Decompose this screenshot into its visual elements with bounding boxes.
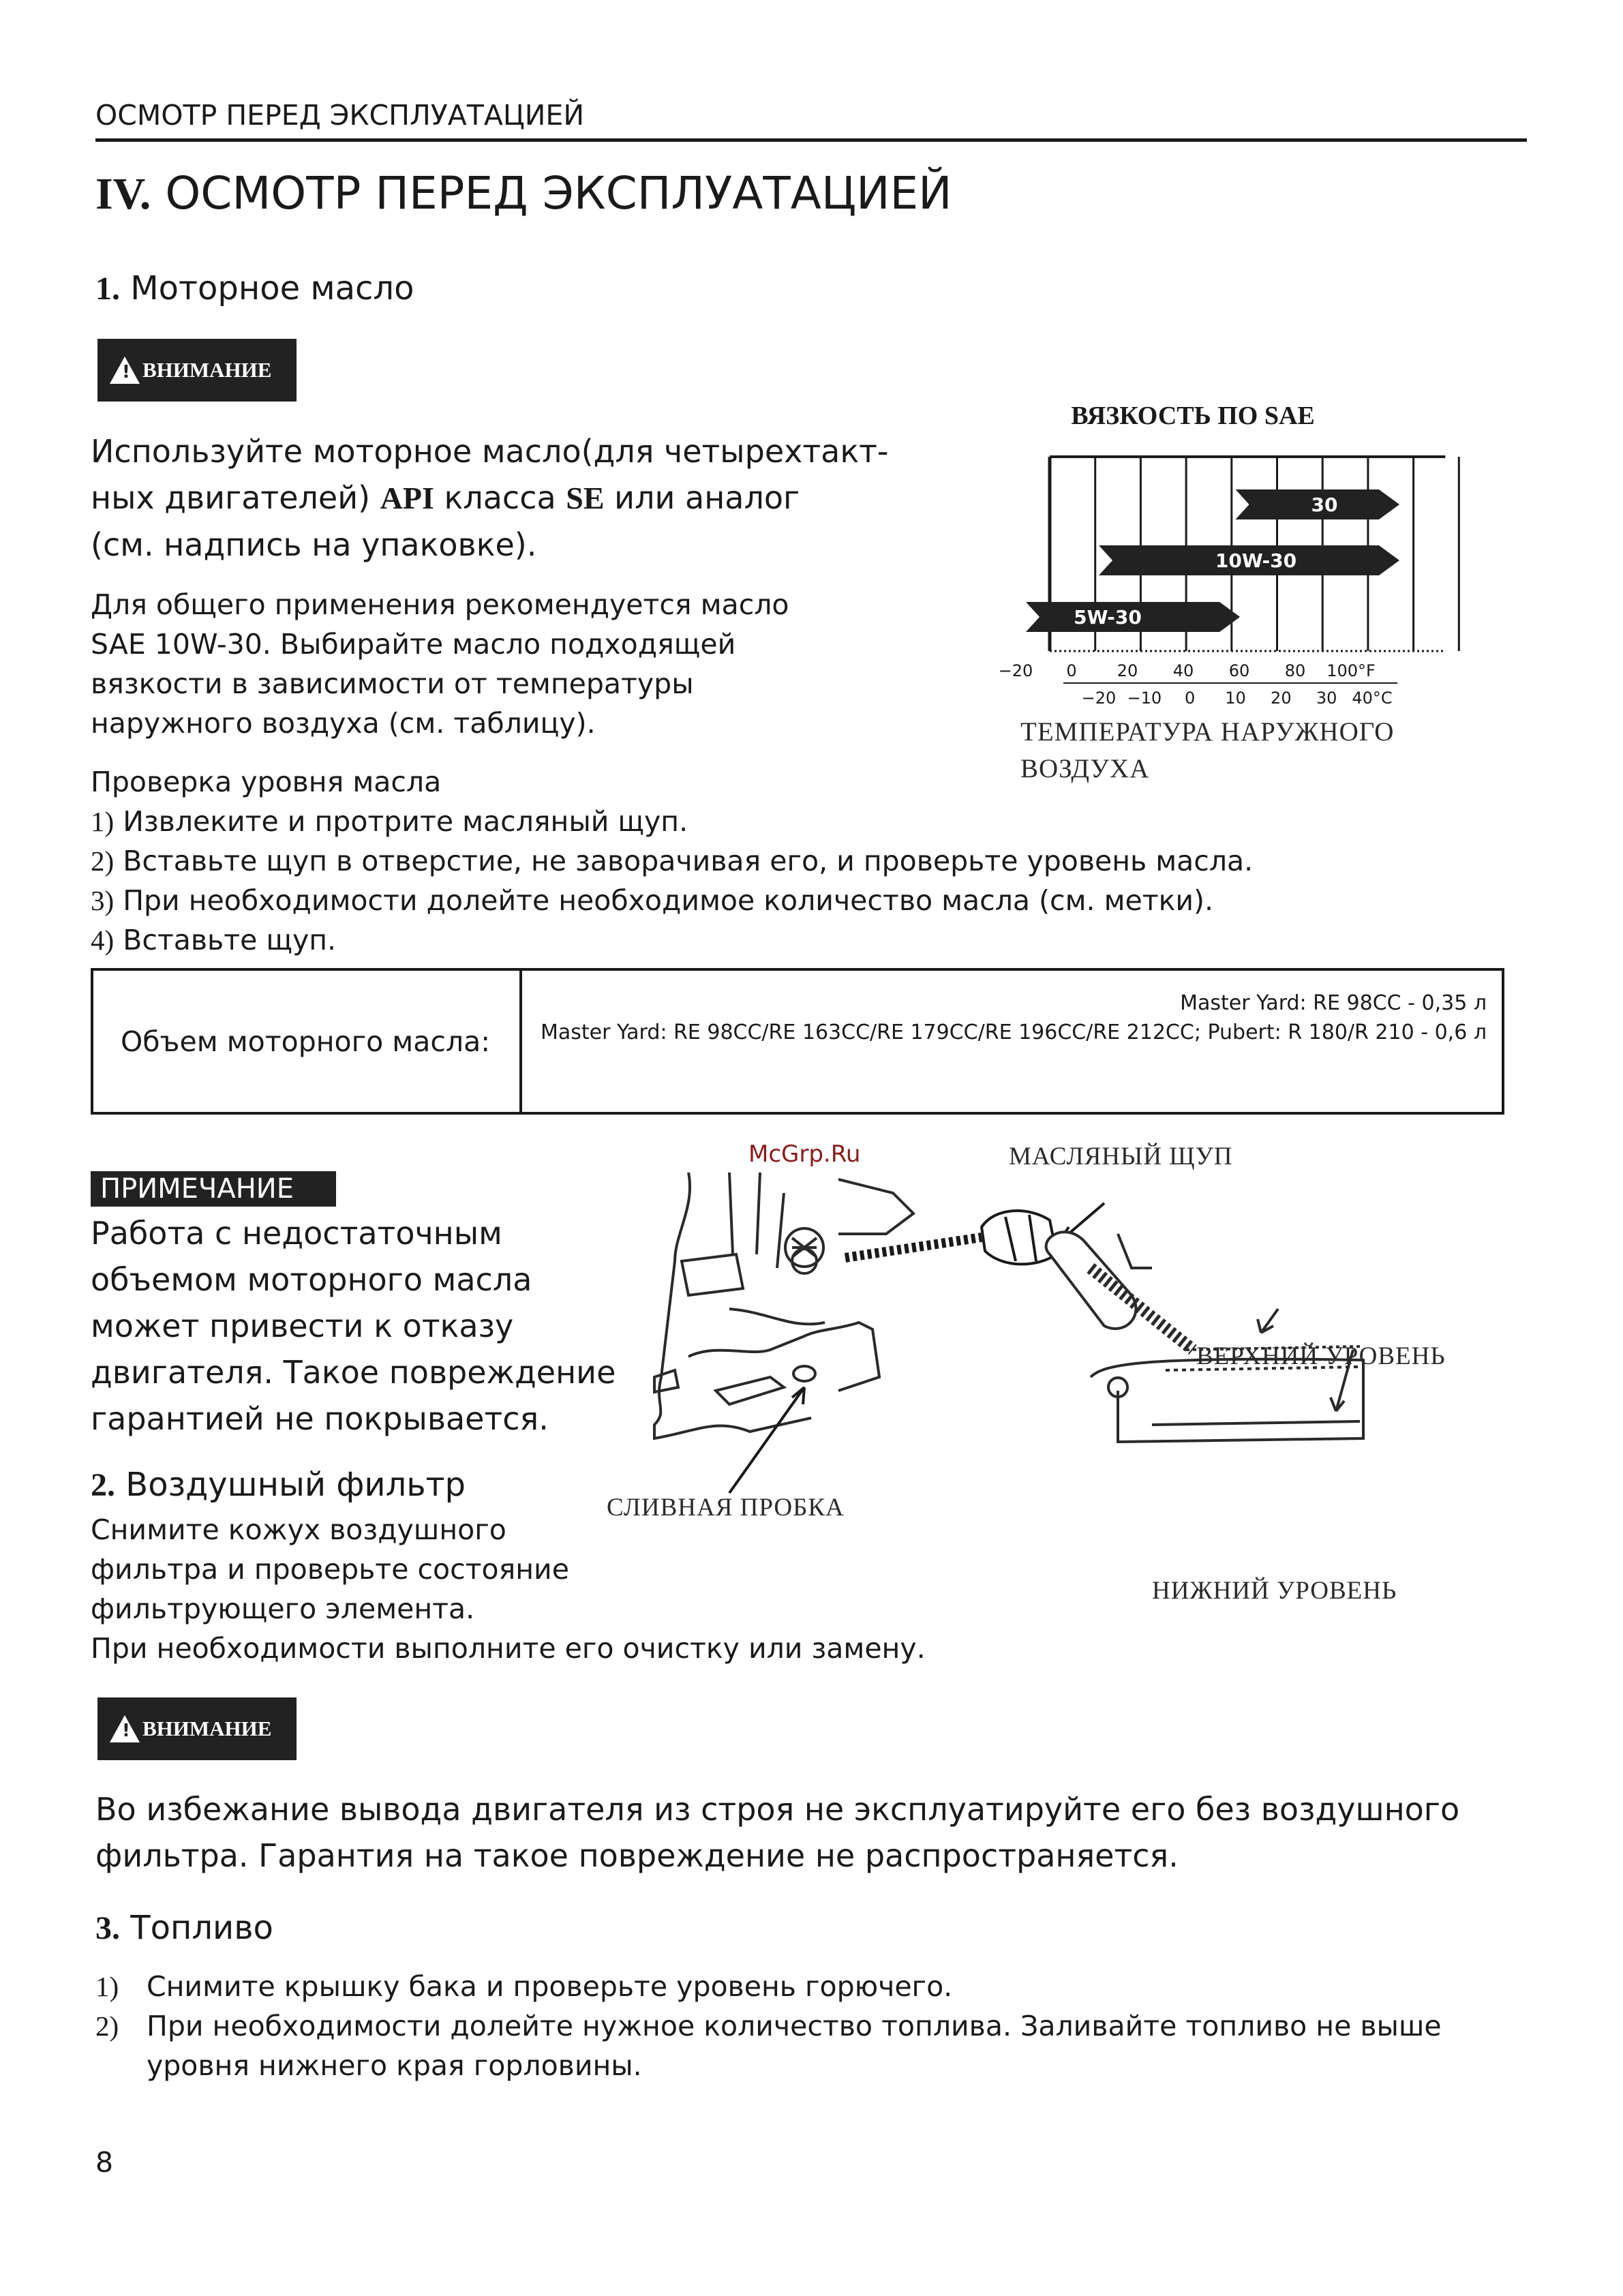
air-filter-line: При необходимости выполните его очистку или замену. [91, 1632, 926, 1665]
note-line: может привести к отказу [91, 1308, 514, 1344]
air-filter-line: фильтрующего элемента. [91, 1592, 475, 1625]
oil-volume-value-2: Master Yard: RE 98CC/RE 163CC/RE 179CC/RE 196CC/RE 212CC; Pubert: R 180/R 210 - 0,6 л [540, 1021, 1487, 1044]
viscosity-bar-label: 30 [1311, 494, 1338, 516]
oil-general-paragraph [91, 585, 977, 743]
section-3-title [95, 1909, 273, 1947]
step-number: 2) [95, 2010, 119, 2042]
oil-warning-line-2 [91, 474, 1011, 522]
section-1-title [95, 269, 414, 307]
para-line-1: Для общего применения рекомендуется масло [91, 588, 789, 621]
fahrenheit-tick: −20 [998, 661, 1033, 680]
step-text: Вставьте щуп в отверстие, не заворачивая его, и проверьте уровень масла. [114, 845, 1254, 877]
fuel-step-1 [95, 1967, 1442, 2006]
step-number: 2) [91, 845, 115, 877]
check-step-2 [91, 841, 1253, 881]
upper-level-label: ВЕРХНИЙ УРОВЕНЬ [1196, 1342, 1446, 1370]
watermark: McGrp.Ru [748, 1141, 861, 1168]
step-number: 4) [91, 924, 115, 956]
oil-warning-line-1: Используйте моторное масло(для четырехтакт- [91, 433, 889, 470]
warning-badge-2 [97, 1697, 297, 1760]
oil-warning-line-3: (см. надпись на упаковке). [91, 526, 537, 563]
viscosity-bar-label: 10W-30 [1215, 549, 1297, 572]
section-1-number: 1. [95, 271, 120, 307]
celsius-tick: 10 [1225, 689, 1246, 708]
fuel-steps [95, 1967, 1442, 2085]
air-filter-line: фильтра и проверьте состояние [91, 1553, 569, 1586]
oil-warning-line-2-c: класса [434, 479, 566, 516]
oil-warning-text [91, 428, 1011, 568]
note-line: объемом моторного масла [91, 1261, 532, 1298]
viscosity-bar-label: 5W-30 [1074, 606, 1142, 629]
section-2-label: Воздушный фильтр [125, 1466, 466, 1504]
se-label: SE [566, 481, 605, 515]
step-number [95, 2046, 147, 2085]
air-filter-text [91, 1510, 926, 1668]
para-line-3: вязкости в зависимости от температуры [91, 667, 694, 700]
warning-label-2: ВНИМАНИЕ [142, 1717, 272, 1740]
para-line-4: наружного воздуха (см. таблицу). [91, 707, 596, 740]
page-title [95, 167, 952, 220]
celsius-tick: 0 [1185, 689, 1196, 708]
para-line-2: SAE 10W-30. Выбирайте масло подходящей [91, 628, 736, 661]
warning-icon: ! [110, 1715, 140, 1742]
celsius-tick: 30 [1316, 689, 1337, 708]
oil-level-inset [1046, 1232, 1363, 1442]
oil-warning-line-2-a: ных двигателей) [91, 479, 380, 516]
section-1-label: Моторное масло [130, 269, 414, 307]
title-numeral: IV. [95, 169, 151, 219]
oil-volume-label: Объем моторного масла: [121, 1025, 491, 1058]
note-line: двигателя. Такое повреждение [91, 1354, 616, 1391]
step-number: 1) [91, 806, 115, 837]
fahrenheit-tick: 0 [1066, 661, 1077, 680]
section-2-title [91, 1466, 466, 1504]
warning-label-1: ВНИМАНИЕ [142, 358, 272, 382]
check-title: Проверка уровня масла [91, 766, 442, 798]
air-filter-warning [95, 1786, 1459, 1879]
celsius-tick: 40°C [1352, 689, 1393, 708]
running-header: ОСМОТР ПЕРЕД ЭКСПЛУАТАЦИЕЙ [95, 99, 584, 132]
engine-block-drawing [654, 1173, 913, 1438]
air-filter-warning-line: Во избежание вывода двигателя из строя не эксплуатируйте его без воздушного [95, 1791, 1460, 1828]
check-step-3 [91, 881, 1253, 920]
step-text: Вставьте щуп. [114, 924, 337, 956]
fahrenheit-tick: 100°F [1326, 661, 1376, 680]
fahrenheit-tick: 80 [1284, 661, 1306, 680]
step-text: уровня нижнего края горловины. [147, 2049, 642, 2082]
oil-volume-table [91, 968, 1504, 1115]
celsius-tick: −20 [1081, 689, 1117, 708]
air-filter-warning-line: фильтра. Гарантия на такое повреждение не распространяется. [95, 1837, 1179, 1874]
fahrenheit-tick: 40 [1172, 661, 1194, 680]
step-number: 3) [91, 885, 115, 916]
dipstick-label: МАСЛЯНЫЙ ЩУП [1009, 1143, 1233, 1170]
celsius-ticks [1063, 683, 1397, 708]
note-badge: ПРИМЕЧАНИЕ [91, 1171, 336, 1207]
step-text: Снимите крышку бака и проверьте уровень горючего. [147, 1970, 953, 2003]
check-step-1 [91, 802, 1253, 841]
check-steps [91, 802, 1253, 960]
section-3-label: Топливо [130, 1909, 273, 1947]
fahrenheit-tick: 20 [1117, 661, 1138, 680]
fuel-step-2 [95, 2006, 1442, 2046]
oil-volume-value-1: Master Yard: RE 98CC - 0,35 л [1180, 991, 1487, 1015]
celsius-tick: −10 [1127, 689, 1162, 708]
fahrenheit-ticks [999, 661, 1376, 680]
fuel-step-2-cont [95, 2046, 1442, 2085]
api-label: API [380, 481, 434, 515]
chart-title: ВЯЗКОСТЬ ПО SAE [1071, 402, 1315, 430]
step-number: 1) [95, 1971, 119, 2002]
header-rule [95, 138, 1527, 142]
section-2-number: 2. [91, 1467, 115, 1503]
lower-level-label: НИЖНИЙ УРОВЕНЬ [1152, 1577, 1397, 1605]
section-3-number: 3. [95, 1910, 120, 1946]
drain-arrow [729, 1387, 804, 1493]
step-text: При необходимости долейте необходимое количество масла (см. метки). [114, 884, 1214, 917]
chart-x-label: ТЕМПЕРАТУРА НАРУЖНОГО ВОЗДУХА [1020, 717, 1395, 783]
note-line: гарантией не покрывается. [91, 1400, 549, 1437]
step-text: Извлеките и протрите масляный щуп. [114, 805, 688, 838]
note-line: Работа с недостаточным [91, 1215, 502, 1252]
note-text [91, 1210, 650, 1442]
table-divider [519, 971, 522, 1112]
step-text: При необходимости долейте нужное количество топлива. Заливайте топливо не выше [147, 2010, 1442, 2042]
title-text: ОСМОТР ПЕРЕД ЭКСПЛУАТАЦИЕЙ [165, 167, 952, 220]
page-number: 8 [95, 2146, 114, 2179]
warning-badge-1 [97, 339, 297, 402]
drain-plug-label: СЛИВНАЯ ПРОБКА [607, 1494, 845, 1522]
air-filter-line: Снимите кожух воздушного [91, 1513, 506, 1546]
chart-bars [1026, 489, 1399, 632]
warning-icon: ! [110, 357, 140, 384]
fahrenheit-tick: 60 [1228, 661, 1250, 680]
celsius-tick: 20 [1271, 689, 1292, 708]
check-step-4 [91, 920, 1253, 960]
oil-warning-line-2-e: или аналог [604, 479, 800, 516]
